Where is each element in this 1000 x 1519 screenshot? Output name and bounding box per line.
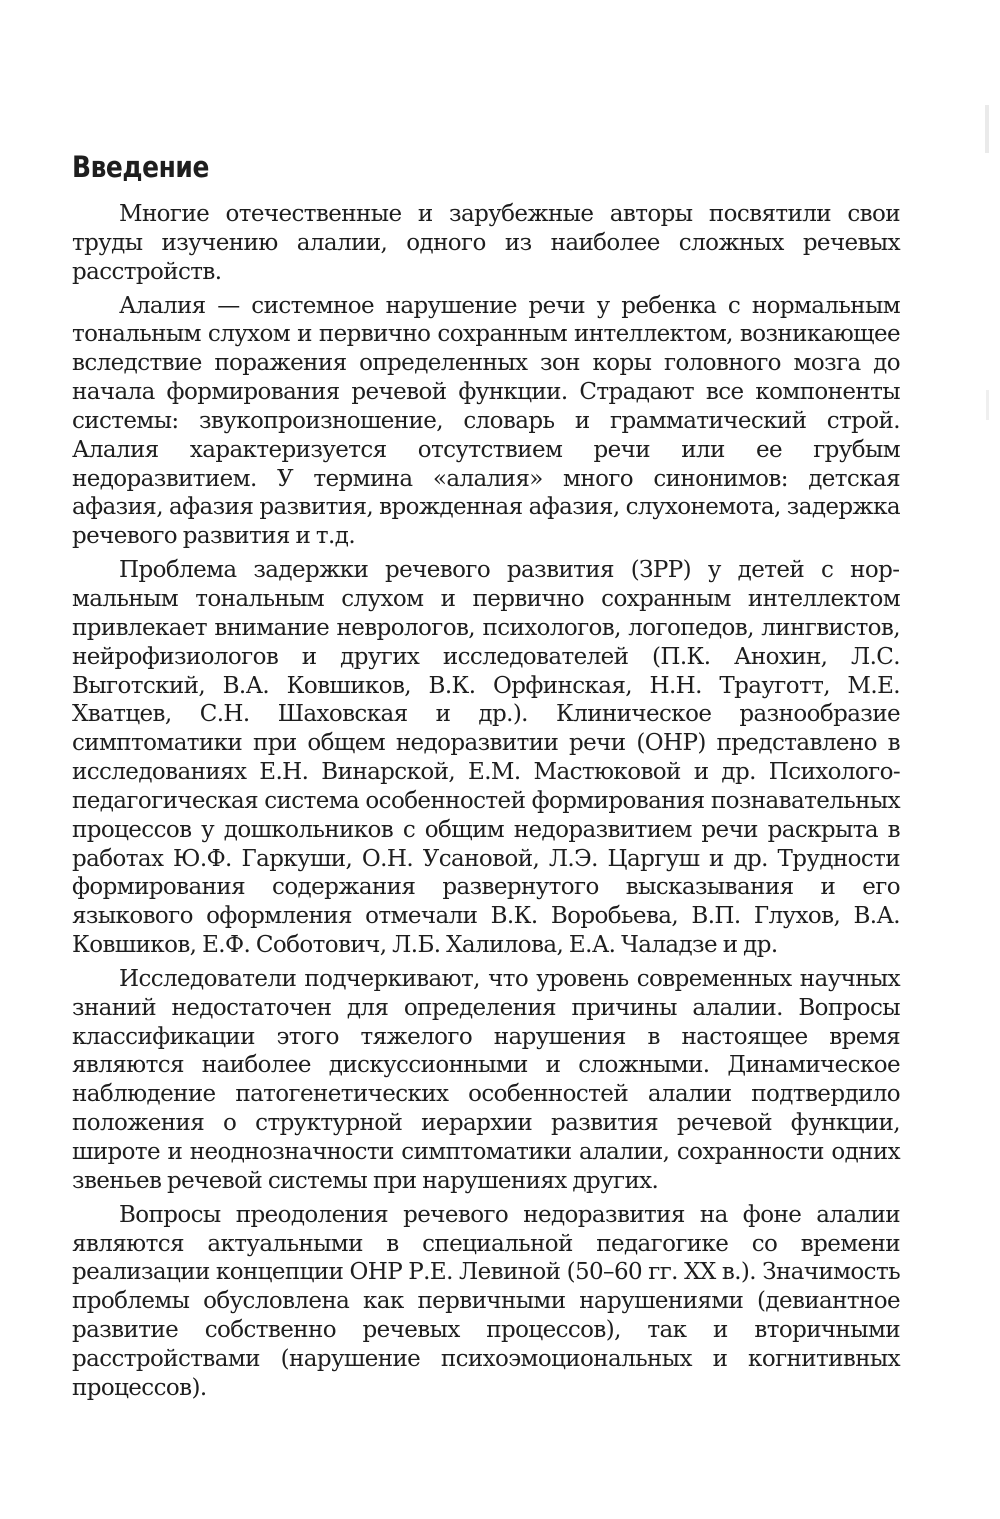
section-heading: Введение <box>72 150 209 184</box>
body-text <box>72 200 900 1408</box>
paragraph-4: Исследователи подчеркивают, что уровень современных научных знаний недостаточен для определения причины алалии. Вопросы классификации этого тяжелого нарушения в настоящее время являются наиболее дискуссионными и сложными. Динамическое наблюдение патогенетических особенностей алалии подтвердило положения о структурной иерархии развития речевой функции, широте и неоднозначности симптоматики алалии, сохранности одних звеньев речевой системы при нарушениях других. <box>72 965 900 1194</box>
paragraph-1: Многие отечественные и зарубежные авторы посвятили свои труды изучению алалии, одного из наиболее сложных речевых расстройств. <box>72 201 900 285</box>
scan-artifact-secondary <box>986 390 989 420</box>
paragraph-3: Проблема задержки речевого развития (ЗРР) у детей с нормальным тональным слухом и первично сохранным интеллектом привлекает внимание неврологов, психологов, логопедов, лингвистов, нейрофизиологов и других исследователей (П.К. Анохин, Л.С. Выготский, В.А. Ковшиков, В.К. Орфинская, Н.Н. Трауготт, М.Е. Хватцев, С.Н. Шаховская и др.). Клиническое разнообразие симптоматики при общем недоразвитии речи (ОНР) представлено в исследованиях Е.Н. Винарской, Е.М. Мастюковой и др. Психолого-педагогическая система особенностей формирования познавательных процессов у дошкольников с общим недоразвитием речи раскрыта в работах Ю.Ф. Гаркуши, О.Н. Усановой, Л.Э. Царгуш и др. Трудности формирования содержания развернутого высказывания и его языкового оформления отмечали В.К. Воробьева, В.П. Глухов, В.А. Ковшиков, Е.Ф. Соботович, Л.Б. Халилова, Е.А. Чаладзе и др. <box>72 557 900 959</box>
paragraph-2: Алалия — системное нарушение речи у ребенка с нормальным тональным слухом и первично сохранным интеллектом, возникающее вследствие поражения определенных зон коры головного мозга до начала формирования речевой функции. Страдают все компоненты системы: звукопроизношение, словарь и грамматический строй. Алалия характеризуется отсутствием речи или ее грубым недоразвитием. У термина «алалия» много синонимов: детская афазия, афазия развития, врожденная афазия, слухонемота, задержка речевого развития и т.д. <box>72 292 900 550</box>
paragraph-5: Вопросы преодоления речевого недоразвития на фоне алалии являются актуальными в специальной педагогике со времени реализации концепции ОНР Р.Е. Левиной (50–60 гг. XX в.). Значимость проблемы обусловлена как первичными нарушениями (девиантное развитие собственно речевых процессов), так и вторичными расстройствами (нарушение психоэмоциональных и когнитивных процессов). <box>72 1201 900 1401</box>
scan-artifact <box>985 105 989 153</box>
